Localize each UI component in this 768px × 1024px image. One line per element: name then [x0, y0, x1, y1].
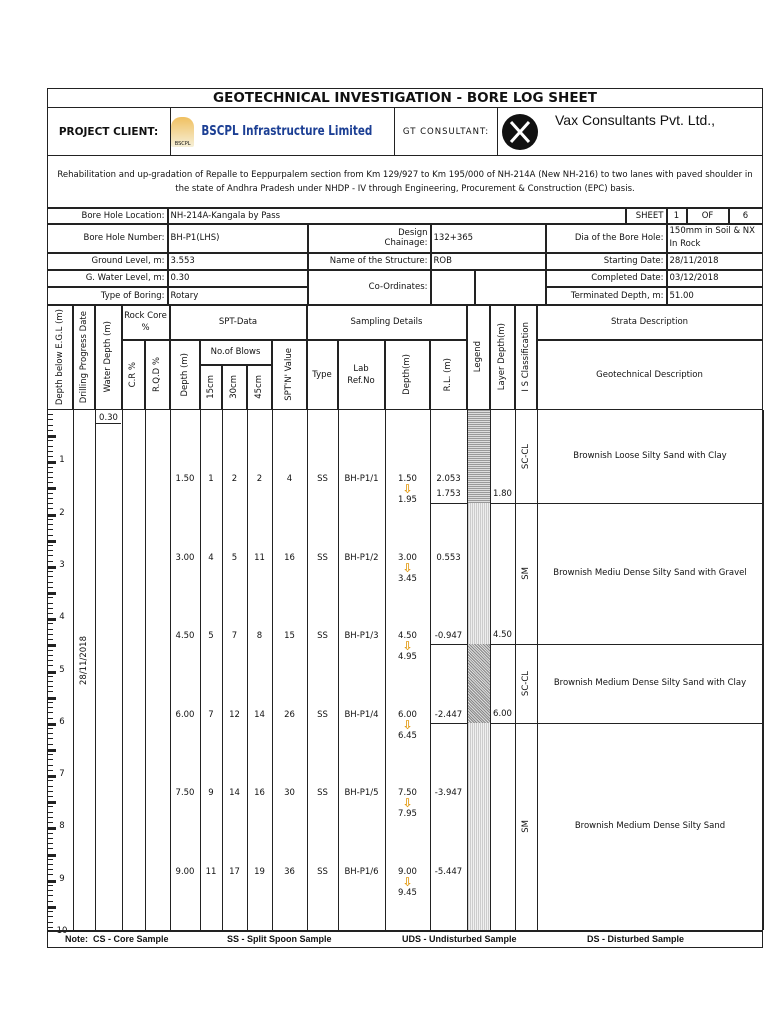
blows-30cm: 14 [229, 788, 240, 799]
column-divider [122, 410, 123, 930]
header-sample-depth [385, 340, 430, 410]
depth-tick [48, 566, 56, 569]
depth-tick [48, 660, 53, 661]
sample-type: SS [317, 631, 328, 642]
b15-text: 15cm [205, 375, 216, 399]
depth-tick [48, 801, 56, 804]
rl-text: R.L. (m) [443, 357, 453, 392]
depth-label: 8 [59, 821, 65, 832]
spt-n-text: SPT'N' Value [284, 348, 294, 401]
blows-15cm: 4 [208, 552, 214, 563]
depth-tick [48, 634, 53, 635]
depth-tick [48, 770, 53, 771]
depth-tick [48, 514, 56, 517]
consultant-name: Vax Consultants Pvt. Ltd., [555, 112, 716, 128]
header-b30 [222, 365, 247, 410]
sheet-of-label: OF [687, 208, 729, 224]
column-divider [95, 410, 96, 930]
column-divider [385, 410, 386, 930]
spt-depth: 4.50 [175, 631, 195, 642]
ground-level-label: Ground Level, m: [47, 253, 168, 270]
is-classification [515, 654, 537, 714]
depth-tick [48, 906, 56, 909]
sample-type: SS [317, 709, 328, 720]
depth-tick [48, 874, 53, 875]
consultant-logo-icon [502, 114, 538, 150]
arrow-down-icon: ⇩ [402, 717, 413, 732]
depth-tick [48, 456, 53, 457]
depth-label: 7 [59, 769, 65, 780]
sample-depth-from: 9.00 [398, 866, 417, 877]
depth-tick [48, 864, 53, 865]
depth-tick [48, 880, 56, 883]
notes-bar [47, 930, 763, 947]
bore-hole-number: BH-P1(LHS) [168, 224, 308, 253]
depth-tick [48, 592, 56, 595]
depth-tick [48, 597, 53, 598]
spt-n-value: 4 [286, 474, 293, 485]
depth-tick [48, 927, 53, 928]
depth-tick [48, 545, 53, 546]
is-class-text: SM [521, 820, 531, 833]
depth-tick [48, 780, 53, 781]
depth-tick [48, 493, 53, 494]
depth-label: 5 [59, 664, 65, 675]
arrow-down-icon: ⇩ [402, 874, 413, 889]
spt-n-value: 15 [284, 631, 295, 642]
note-ss: SS - Split Spoon Sample [227, 934, 332, 944]
arrow-down-icon: ⇩ [402, 796, 413, 811]
spt-depth: 6.00 [175, 709, 195, 720]
depth-label: 10 [56, 926, 68, 936]
terminated-depth: 51.00 [667, 287, 763, 305]
header-spt-data: SPT-Data [170, 305, 307, 340]
depth-label: 3 [59, 559, 65, 570]
depth-tick [48, 854, 56, 857]
depth-tick [48, 728, 53, 729]
depth-tick [48, 555, 53, 556]
depth-tick [48, 467, 53, 468]
legend-pattern [468, 723, 490, 930]
depth-tick [48, 681, 53, 682]
depth-tick [48, 498, 53, 499]
spt-n-value: 26 [284, 709, 295, 720]
depth-tick [48, 827, 56, 830]
header-type: Type [307, 340, 338, 410]
blows-30cm: 5 [231, 552, 238, 563]
design-chainage-label: Design Chainage: [308, 224, 431, 253]
depth-tick [48, 686, 53, 687]
column-divider [338, 410, 339, 930]
column-divider [272, 410, 273, 930]
depth-tick [48, 885, 53, 886]
geotechnical-description: Brownish Medium Dense Silty Sand [574, 820, 726, 831]
depth-tick [48, 582, 53, 583]
spt-depth: 1.50 [175, 474, 195, 485]
sample-depth-to: 9.45 [398, 887, 417, 898]
header-spt-n [272, 340, 307, 410]
client-logo [171, 108, 395, 155]
depth-tick [48, 482, 53, 483]
sample-depth-to: 1.95 [398, 495, 417, 506]
header-blows: No.of Blows [200, 340, 272, 365]
sample-type: SS [317, 866, 328, 877]
depth-tick [48, 639, 53, 640]
depth-tick [48, 655, 53, 656]
depth-tick [48, 503, 53, 504]
blows-45cm: 19 [254, 866, 265, 877]
legend-text: Legend [473, 341, 483, 373]
spt-depth-text: Depth (m) [179, 352, 190, 397]
sample-depth-from: 3.00 [398, 552, 417, 563]
arrow-down-icon: ⇩ [402, 560, 413, 575]
depth-tick [48, 529, 53, 530]
depth-tick [48, 472, 53, 473]
depth-tick [48, 702, 53, 703]
bore-hole-dia: 150mm in Soil & NX In Rock [667, 224, 763, 253]
starting-date-label: Starting Date: [546, 253, 667, 270]
header-geo-desc: Geotechnical Description [537, 340, 763, 410]
is-class-text: SM [521, 567, 531, 581]
depth-tick [48, 671, 56, 674]
depth-tick [48, 608, 53, 609]
depth-tick [48, 540, 56, 543]
coordinate-y [475, 270, 546, 305]
depth-tick [48, 749, 56, 752]
geotechnical-description: Brownish Loose Silty Sand with Clay [573, 451, 727, 462]
depth-tick [48, 650, 53, 651]
water-depth-value: 0.30 [96, 412, 121, 424]
column-divider [247, 410, 248, 930]
client-name: BSCPL Infrastructure Limited [201, 124, 373, 139]
depth-tick [48, 733, 53, 734]
depth-tick [48, 759, 53, 760]
blows-45cm: 11 [254, 552, 265, 563]
depth-tick [48, 535, 53, 536]
b30-text: 30cm [229, 375, 239, 399]
header-strata: Strata Description [537, 305, 763, 340]
blows-45cm: 14 [254, 709, 265, 720]
arrow-down-icon: ⇩ [402, 482, 413, 497]
sample-depth-to: 3.45 [398, 573, 417, 584]
sheet-total: 6 [729, 208, 763, 224]
spt-depth: 3.00 [175, 552, 195, 563]
header-lab-ref: Lab Ref.No [338, 340, 385, 410]
depth-tick [48, 419, 53, 420]
blows-15cm: 9 [208, 788, 214, 799]
column-divider [222, 410, 223, 930]
depth-tick [48, 587, 53, 588]
header-is-class [515, 305, 537, 410]
terminated-depth-label: Terminated Depth, m: [546, 287, 667, 305]
lab-ref-no: BH-P1/5 [344, 788, 379, 799]
sample-depth-from: 7.50 [398, 788, 417, 799]
is-classification [515, 427, 537, 487]
arrow-down-icon: ⇩ [402, 639, 413, 654]
is-class-text: I S Classification [520, 322, 531, 392]
depth-tick [48, 916, 53, 917]
sample-type: SS [317, 788, 328, 799]
note-ds: DS - Disturbed Sample [587, 934, 685, 944]
depth-tick [48, 786, 53, 787]
depth-tick [48, 477, 53, 478]
depth-tick [48, 707, 53, 708]
depth-tick [48, 848, 53, 849]
depth-tick [48, 519, 53, 520]
bore-hole-number-label: Bore Hole Number: [47, 224, 168, 253]
blows-30cm: 2 [231, 474, 238, 485]
depth-tick [48, 430, 53, 431]
depth-tick [48, 603, 53, 604]
depth-tick [48, 712, 53, 713]
header-layer-depth [490, 305, 515, 410]
depth-tick [48, 895, 53, 896]
sample-depth-from: 6.00 [398, 709, 417, 720]
depth-tick [48, 911, 53, 912]
rqd-text: R.Q.D % [152, 356, 162, 393]
depth-tick [48, 561, 53, 562]
depth-tick [48, 843, 53, 844]
b45-text: 45cm [254, 375, 264, 399]
completed-date: 03/12/2018 [667, 270, 763, 287]
header-legend [467, 305, 490, 410]
depth-tick [48, 817, 53, 818]
drilling-date-text: 28/11/2018 [79, 635, 89, 685]
geotechnical-description: Brownish Mediu Dense Silty Sand with Gravel [553, 568, 747, 579]
depth-tick [48, 414, 53, 415]
sample-depth-to: 4.95 [398, 652, 417, 663]
water-level-label: G. Water Level, m: [47, 270, 168, 287]
header-sampling: Sampling Details [307, 305, 467, 340]
sheet-label: SHEET [626, 208, 667, 224]
lab-ref-no: BH-P1/4 [344, 709, 379, 720]
reduced-level: -5.447 [434, 866, 463, 877]
reduced-level: -2.447 [434, 709, 463, 720]
blows-15cm: 11 [205, 866, 217, 877]
sheet-number: 1 [667, 208, 687, 224]
depth-tick [48, 901, 53, 902]
depth-egl-text: Depth below E.G.L (m) [54, 308, 65, 406]
sample-type: SS [317, 474, 328, 485]
spt-depth: 7.50 [175, 788, 195, 799]
lab-ref-no: BH-P1/2 [344, 552, 379, 563]
header-rl [430, 340, 467, 410]
depth-label: 4 [59, 612, 65, 623]
header-b45 [247, 365, 272, 410]
depth-tick [48, 451, 53, 452]
gt-consultant-label: GT CONSULTANT: [395, 108, 498, 155]
depth-tick [48, 487, 56, 490]
depth-label: 2 [59, 507, 65, 518]
spt-n-value: 16 [284, 552, 295, 563]
boring-type: Rotary [168, 287, 308, 305]
blows-30cm: 17 [229, 866, 240, 877]
depth-tick [48, 440, 53, 441]
column-divider [430, 410, 431, 930]
blows-45cm: 16 [254, 788, 265, 799]
blows-30cm: 12 [229, 709, 240, 720]
depth-tick [48, 697, 56, 700]
depth-tick [48, 623, 53, 624]
depth-tick [48, 665, 53, 666]
depth-tick [48, 775, 56, 778]
column-divider [307, 410, 308, 930]
blows-45cm: 8 [256, 631, 263, 642]
blows-15cm: 5 [208, 631, 214, 642]
spt-depth: 9.00 [175, 866, 195, 877]
reduced-level: 2.053 [436, 474, 461, 485]
header-rqd [145, 340, 170, 410]
depth-tick [48, 618, 56, 621]
coordinate-x [431, 270, 475, 305]
column-divider [763, 410, 764, 930]
sample-type: SS [317, 552, 328, 563]
starting-date: 28/11/2018 [667, 253, 763, 270]
lab-ref-no: BH-P1/3 [344, 631, 379, 642]
blows-30cm: 7 [231, 631, 238, 642]
layer-reduced-level: 1.753 [436, 489, 461, 500]
cr-text: C.R % [128, 361, 138, 388]
ground-level: 3.553 [168, 253, 308, 270]
header-rock-core: Rock Core % [122, 305, 170, 340]
spt-n-value: 30 [284, 788, 295, 799]
note-uds: UDS - Undisturbed Sample [402, 934, 517, 944]
depth-tick [48, 461, 56, 464]
client-logo-mark: BSCPL [174, 140, 191, 147]
layer-depth-value: 1.80 [493, 489, 512, 500]
depth-tick [48, 425, 53, 426]
depth-tick [48, 571, 53, 572]
header-drilling-date [73, 305, 95, 410]
completed-date-label: Completed Date: [546, 270, 667, 287]
depth-tick [48, 550, 53, 551]
depth-tick [48, 446, 53, 447]
depth-tick [48, 718, 53, 719]
depth-tick [48, 869, 53, 870]
header-depth-egl [47, 305, 73, 410]
depth-tick [48, 629, 53, 630]
depth-tick [48, 922, 53, 923]
depth-tick [48, 744, 53, 745]
layer-depth-value: 4.50 [493, 630, 512, 641]
drilling-date-value [73, 620, 95, 700]
depth-tick [48, 676, 53, 677]
bore-hole-location: NH-214A-Kangala by Pass [168, 208, 626, 224]
depth-tick [48, 691, 53, 692]
bore-hole-dia-label: Dia of the Bore Hole: [546, 224, 667, 253]
depth-tick [48, 796, 53, 797]
page-title: GEOTECHNICAL INVESTIGATION - BORE LOG SHEET [47, 88, 763, 108]
depth-tick [48, 738, 53, 739]
header-cr [122, 340, 145, 410]
depth-tick [48, 791, 53, 792]
column-divider [170, 410, 171, 930]
is-classification [515, 544, 537, 604]
depth-tick [48, 508, 53, 509]
project-client-label: PROJECT CLIENT: [47, 108, 171, 155]
depth-tick [48, 524, 53, 525]
is-class-text: SC-CL [521, 671, 531, 697]
depth-tick [48, 723, 56, 726]
depth-tick [48, 838, 53, 839]
sample-depth-text: Depth(m) [402, 354, 412, 395]
coordinates-label: Co-Ordinates: [308, 270, 431, 305]
legend-pattern [468, 644, 490, 722]
water-depth-text: Water Depth (m) [103, 321, 113, 393]
depth-tick [48, 822, 53, 823]
spt-n-value: 36 [284, 866, 295, 877]
layer-depth-text: Layer Depth(m) [497, 323, 507, 391]
project-description: Rehabilitation and up-gradation of Repalle to Eeppurpalem section from Km 129/927 to Km 195/000 of NH-214A (New NH-216) to two lanes with paved shoulder in the state of Andhra Pradesh under NHDP - IV through Engineering, Procurement & Construction (EPC) basis. [47, 155, 763, 208]
lab-ref-no: BH-P1/1 [344, 474, 379, 485]
depth-tick [48, 754, 53, 755]
header-spt-depth [170, 340, 200, 410]
depth-tick [48, 806, 53, 807]
sample-depth-from: 1.50 [398, 474, 417, 485]
sample-depth-to: 6.45 [398, 730, 417, 741]
water-level: 0.30 [168, 270, 308, 287]
design-chainage: 132+365 [431, 224, 546, 253]
sample-depth-to: 7.95 [398, 809, 417, 820]
depth-tick [48, 765, 53, 766]
depth-tick [48, 812, 53, 813]
column-divider [537, 410, 538, 930]
reduced-level: -3.947 [434, 788, 463, 799]
bore-hole-location-label: Bore Hole Location: [47, 208, 168, 224]
depth-tick [48, 576, 53, 577]
boring-type-label: Type of Boring: [47, 287, 168, 305]
structure-name: ROB [431, 253, 546, 270]
depth-tick [48, 833, 53, 834]
depth-label: 9 [59, 873, 65, 884]
lab-ref-no: BH-P1/6 [344, 866, 379, 877]
layer-depth-value: 6.00 [493, 708, 512, 719]
depth-tick [48, 644, 56, 647]
is-classification [515, 796, 537, 856]
column-divider [200, 410, 201, 930]
column-divider [145, 410, 146, 930]
structure-label: Name of the Structure: [308, 253, 431, 270]
depth-tick [48, 890, 53, 891]
depth-tick [48, 859, 53, 860]
geotechnical-description: Brownish Medium Dense Silty Sand with Clay [553, 678, 747, 689]
blows-45cm: 2 [256, 474, 263, 485]
note-cs: Note: CS - Core Sample [65, 934, 169, 944]
reduced-level: -0.947 [434, 631, 463, 642]
legend-pattern [468, 410, 490, 503]
header-water-depth [95, 305, 122, 410]
depth-tick [48, 613, 53, 614]
blows-15cm: 1 [208, 474, 214, 485]
depth-tick [48, 435, 56, 438]
blows-15cm: 7 [208, 709, 214, 720]
is-class-text: SC-CL [521, 444, 531, 470]
sample-depth-from: 4.50 [398, 631, 417, 642]
header-b15 [200, 365, 222, 410]
depth-label: 6 [59, 716, 65, 727]
column-divider [490, 410, 491, 930]
reduced-level: 0.553 [436, 552, 461, 563]
legend-pattern [468, 503, 490, 644]
drilling-date-text: Drilling Progress Date [78, 310, 89, 404]
depth-label: 1 [59, 455, 65, 466]
